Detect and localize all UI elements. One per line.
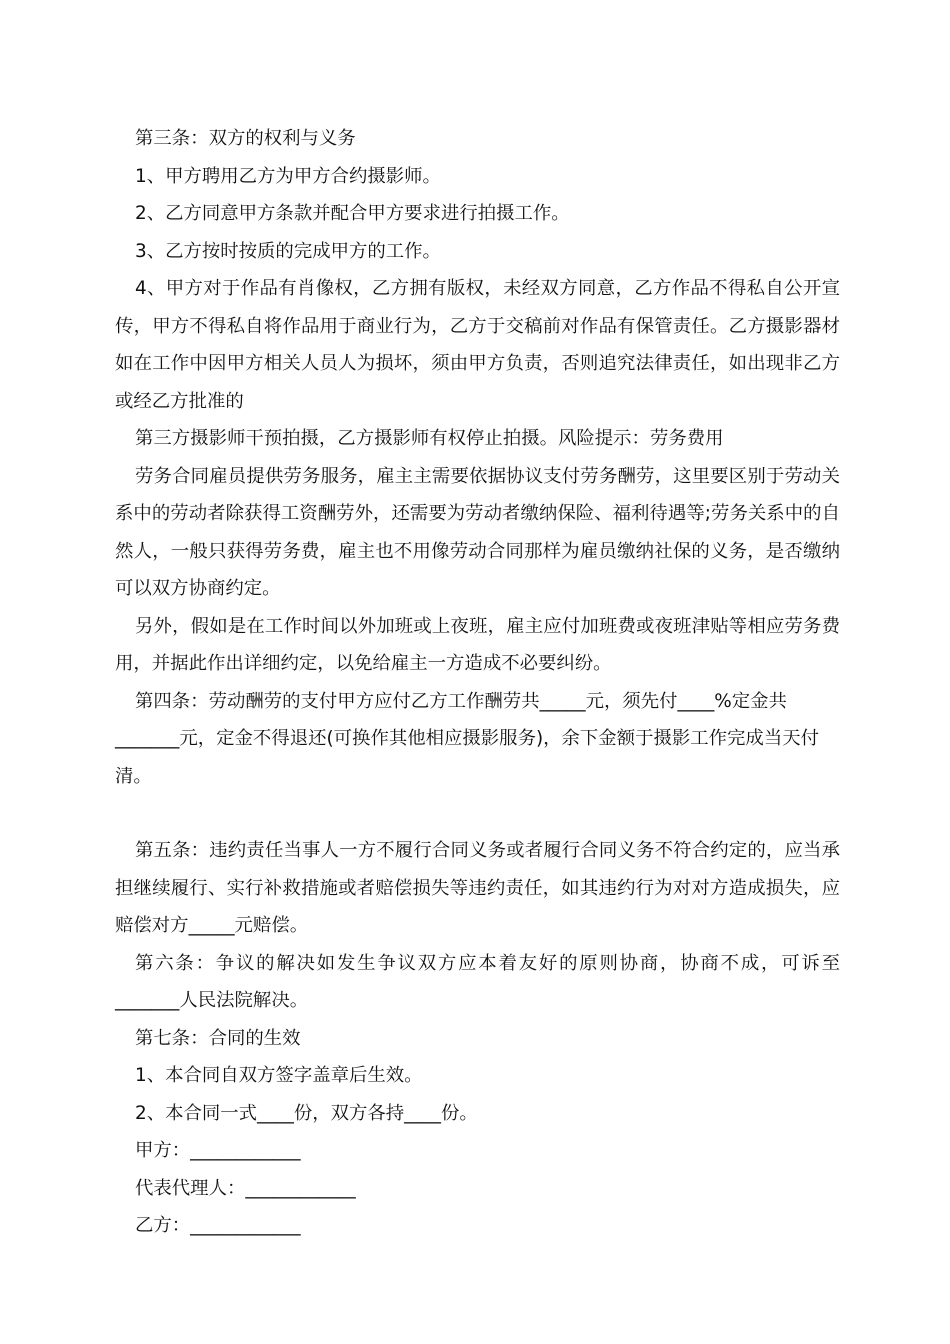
article-7-heading: 第七条：合同的生效 <box>135 1027 301 1049</box>
article-3-clause-4: 4、甲方对于作品有肖像权，乙方拥有版权，未经双方同意，乙方作品不得私自公开宣传，甲方不得私自将作品用于商业行为，乙方于交稿前对作品有保管责任。乙方摄影器材如在工作中因甲方相关人员人为损坏，须由甲方负责，否则追究法律责任，如出现非乙方或经乙方批准的 <box>115 278 840 412</box>
article-7-clause-1: 1、本合同自双方签字盖章后生效。 <box>135 1065 423 1086</box>
article-7-clause-2: 2、本合同一式____份，双方各持____份。 <box>135 1102 478 1124</box>
article-4-payment: 第四条：劳动酬劳的支付甲方应付乙方工作酬劳共_____元，须先付____%定金共_______元，定金不得退还(可换作其他相应摄影服务)，余下金额于摄影工作完成当天付清。 <box>115 690 819 787</box>
article-3-clause-4-continued: 第三方摄影师干预拍摄，乙方摄影师有权停止拍摄。风险提示：劳务费用 <box>135 428 724 449</box>
agent-signature-line: 代表代理人：____________ <box>135 1177 356 1199</box>
labor-service-note: 劳务合同雇员提供劳务服务，雇主主需要依据协议支付劳务酬劳，这里要区别于劳动关系中的劳动者除获得工资酬劳外，还需要为劳动者缴纳保险、福利待遇等;劳务关系中的自然人，一般只获得劳务费，雇主也不用像劳动合同那样为雇员缴纳社保的义务，是否缴纳可以双方协商约定。 <box>115 465 840 599</box>
article-3-clause-3: 3、乙方按时按质的完成甲方的工作。 <box>135 240 441 262</box>
party-b-signature-line: 乙方：____________ <box>135 1215 301 1236</box>
article-3-heading: 第三条：双方的权利与义务 <box>135 128 356 149</box>
article-5-liability: 第五条：违约责任当事人一方不履行合同义务或者履行合同义务不符合约定的，应当承担继续履行、实行补救措施或者赔偿损失等违约责任，如其违约行为对对方造成损失，应赔偿对方_____元赔偿。 <box>115 840 840 936</box>
article-3-clause-2: 2、乙方同意甲方条款并配合甲方要求进行拍摄工作。 <box>135 203 570 224</box>
contract-body <box>115 120 840 1245</box>
party-a-signature-line: 甲方：____________ <box>135 1140 301 1161</box>
article-3-clause-1: 1、甲方聘用乙方为甲方合约摄影师。 <box>135 165 441 187</box>
article-6-dispute: 第六条：争议的解决如发生争议双方应本着友好的原则协商，协商不成，可诉至_______人民法院解决。 <box>115 952 840 1011</box>
overtime-note: 另外，假如是在工作时间以外加班或上夜班，雇主应付加班费或夜班津贴等相应劳务费用，并据此作出详细约定，以免给雇主一方造成不必要纠纷。 <box>115 615 840 674</box>
